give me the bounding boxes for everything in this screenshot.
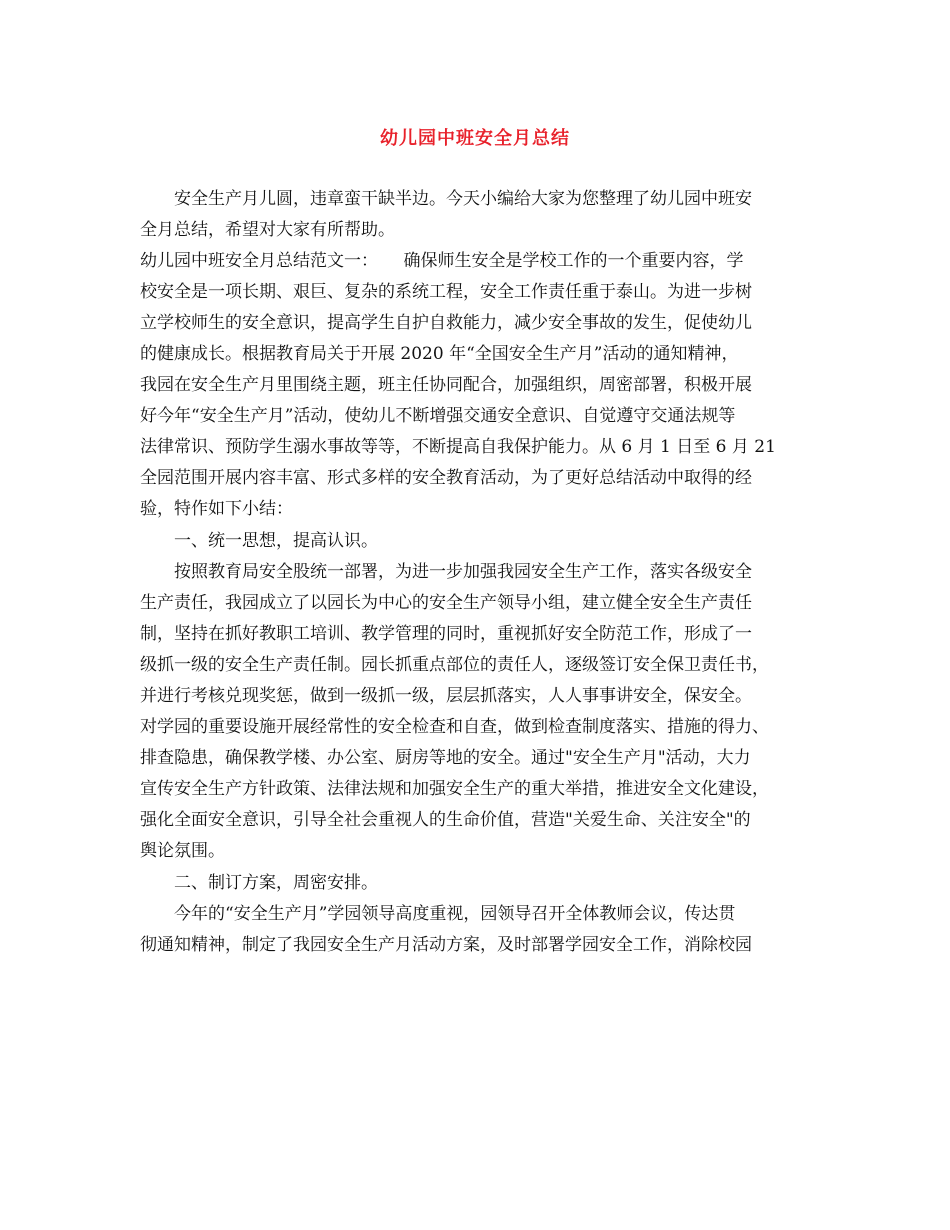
text-line: 按照教育局安全股统一部署，为进一步加强我园安全生产工作，落实各级安全 <box>140 562 752 582</box>
text-line: 今年的“安全生产月”学园领导高度重视，园领导召开全体教师会议，传达贯 <box>140 904 736 924</box>
text-line: 校安全是一项长期、艰巨、复杂的系统工程，安全工作责任重于泰山。为进一步树 <box>140 282 752 302</box>
text-line: 对学园的重要设施开展经常性的安全检查和自查，做到检查制度落实、措施的得力、 <box>140 717 769 737</box>
section-heading: 一、统一思想，提高认识。 <box>140 531 378 551</box>
text-line: 安全生产月儿圆，违章蛮干缺半边。今天小编给大家为您整理了幼儿园中班安 <box>140 189 752 209</box>
text-line: 并进行考核兑现奖惩，做到一级抓一级，层层抓落实，人人事事讲安全，保安全。 <box>140 686 752 706</box>
text-line: 幼儿园中班安全月总结范文一： 确保师生安全是学校工作的一个重要内容，学 <box>140 251 744 271</box>
text-line: 制，坚持在抓好教职工培训、教学管理的同时，重视抓好安全防范工作，形成了一 <box>140 624 752 644</box>
text-line: 生产责任，我园成立了以园长为中心的安全生产领导小组，建立健全安全生产责任 <box>140 593 752 613</box>
text-line: 排查隐患，确保教学楼、办公室、厨房等地的安全。通过"安全生产月"活动，大力 <box>140 748 751 768</box>
text-line: 宣传安全生产方针政策、法律法规和加强安全生产的重大举措，推进安全文化建设， <box>140 779 769 799</box>
section-heading: 二、制订方案，周密安排。 <box>140 873 378 893</box>
text-line: 强化全面安全意识，引导全社会重视人的生命价值，营造"关爱生命、关注安全"的 <box>140 810 751 830</box>
text-line: 我园在安全生产月里围绕主题，班主任协同配合，加强组织，周密部署，积极开展 <box>140 375 752 395</box>
text-line: 全月总结，希望对大家有所帮助。 <box>140 220 395 240</box>
document-title: 幼儿园中班安全月总结 <box>380 128 570 149</box>
text-line: 级抓一级的安全生产责任制。园长抓重点部位的责任人，逐级签订安全保卫责任书， <box>140 655 769 675</box>
text-line: 彻通知精神，制定了我园安全生产月活动方案，及时部署学园安全工作，消除校园 <box>140 935 752 955</box>
text-line: 的健康成长。根据教育局关于开展 2020 年“全国安全生产月”活动的通知精神， <box>140 344 739 364</box>
document-body <box>140 184 820 961</box>
text-line: 全园范围开展内容丰富、形式多样的安全教育活动，为了更好总结活动中取得的经 <box>140 468 752 488</box>
text-line: 法律常识、预防学生溺水事故等等，不断提高自我保护能力。从 6 月 1 日至 6 月 21 <box>140 437 776 457</box>
text-line: 舆论氛围。 <box>140 841 225 861</box>
text-line: 立学校师生的安全意识，提高学生自护自救能力，减少安全事故的发生，促使幼儿 <box>140 313 752 333</box>
text-line: 验，特作如下小结： <box>140 499 293 519</box>
text-line: 好今年“安全生产月”活动，使幼儿不断增强交通安全意识、自觉遵守交通法规等 <box>140 406 736 426</box>
